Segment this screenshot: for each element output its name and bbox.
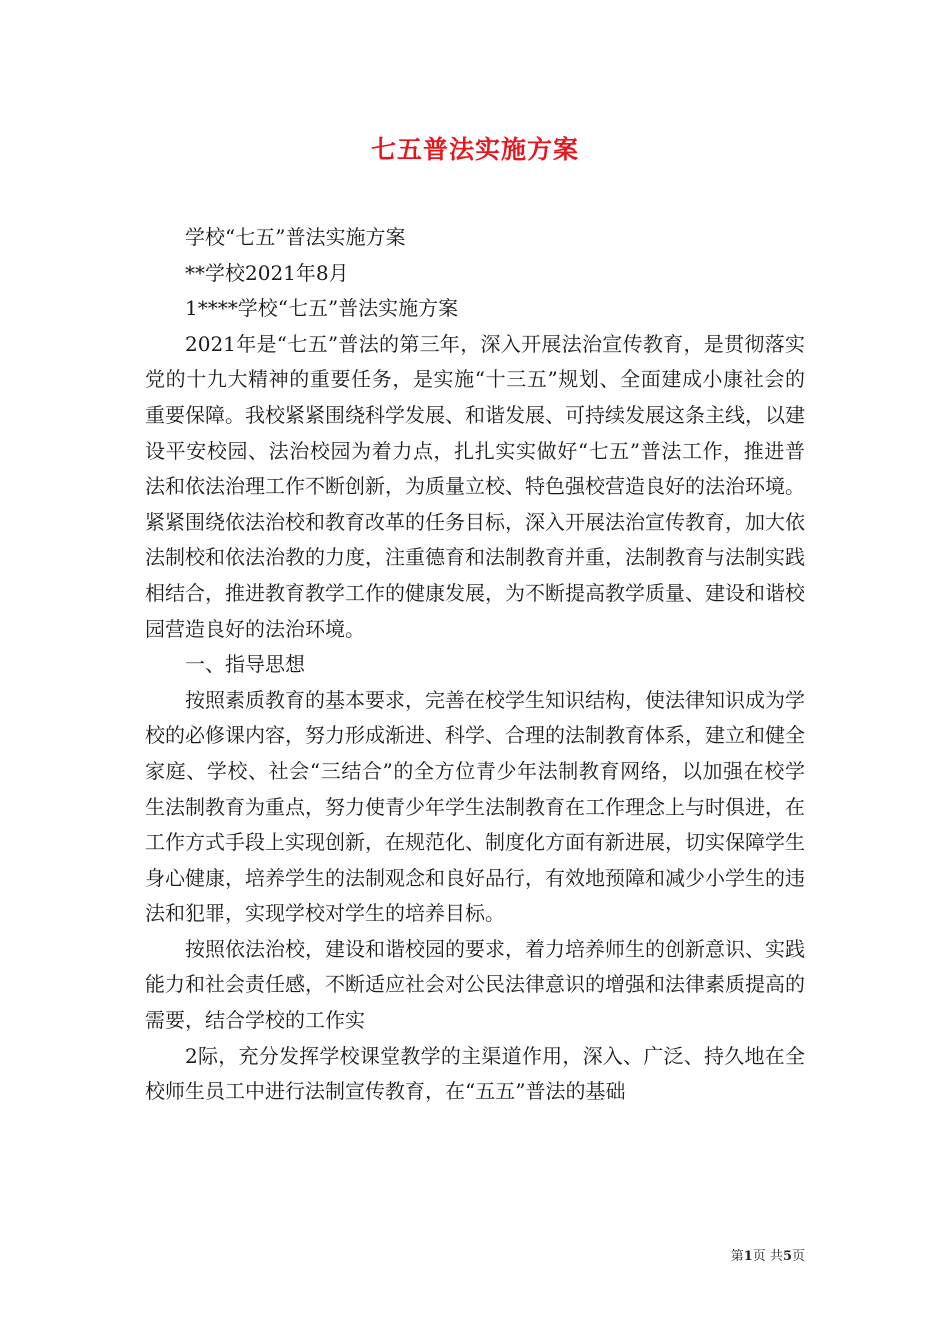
- footer-suffix: 页: [791, 1249, 805, 1264]
- paragraph-intro: 2021年是“七五”普法的第三年，深入开展法治宣传教育，是贯彻落实党的十九大精神的重要任务，是实施“十三五”规划、全面建成小康社会的重要保障。我校紧紧围绕科学发展、和谐发展、可持续发展这条主线，以建设平安校园、法治校园为着力点，扎扎实实做好“七五”普法工作，推进普法和依法治理工作不断创新，为质量立校、特色强校营造良好的法治环境。紧紧围绕依法治校和教育改革的任务目标，深入开展法治宣传教育，加大依法制校和依法治教的力度，注重德育和法制教育并重，法制教育与法制实践相结合，推进教育教学工作的健康发展，为不断提高教学质量、建设和谐校园营造良好的法治环境。: [145, 331, 805, 641]
- paragraph-guiding-2: 按照依法治校，建设和谐校园的要求，着力培养师生的创新意识、实践能力和社会责任感，不断适应社会对公民法律意识的增强和法律素质提高的需要，结合学校的工作实: [145, 936, 805, 1033]
- paragraph-guiding-3: 2际，充分发挥学校课堂教学的主渠道作用，深入、广泛、持久地在全校师生员工中进行法制宣传教育，在“五五”普法的基础: [145, 1043, 805, 1104]
- footer-total-pages: 5: [782, 1249, 792, 1264]
- document-title: 七五普法实施方案: [370, 135, 579, 164]
- page-number-footer: [731, 1248, 805, 1266]
- paragraph-guiding-1: 按照素质教育的基本要求，完善在校学生知识结构，使法律知识成为学校的必修课内容，努力形成渐进、科学、合理的法制教育体系，建立和健全家庭、学校、社会“三结合”的全方位青少年法制教育网络，以加强在校学生法制教育为重点，努力使青少年学生法制教育在工作理念上与时俱进，在工作方式手段上实现创新，在规范化、制度化方面有新进展，切实保障学生身心健康，培养学生的法制观念和良好品行，有效地预障和减少小学生的违法和犯罪，实现学校对学生的培养目标。: [145, 687, 805, 926]
- document-body: [145, 220, 805, 1110]
- footer-prefix: 第: [730, 1249, 744, 1264]
- paragraph-school-date: **学校2021年8月: [185, 260, 349, 285]
- footer-middle: 页 共: [752, 1249, 783, 1264]
- paragraph-subtitle: 学校“七五”普法实施方案: [185, 225, 406, 249]
- section-heading-guiding-thought: 一、指导思想: [185, 652, 305, 677]
- footer-current-page: 1: [743, 1249, 753, 1264]
- paragraph-heading: 1****学校“七五”普法实施方案: [185, 296, 459, 321]
